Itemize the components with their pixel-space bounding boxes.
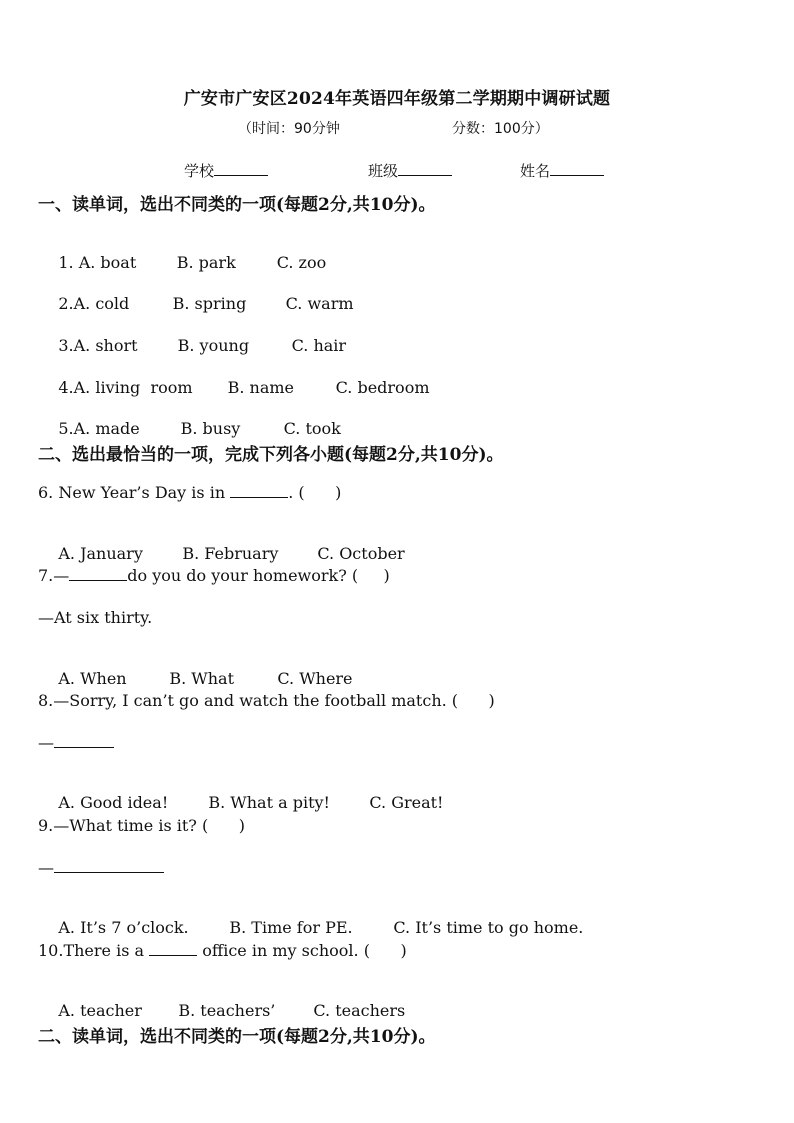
option-c: C. warm [285, 294, 354, 313]
class-blank [398, 161, 452, 176]
option-a: A. made [73, 419, 140, 438]
option-b: B. young [177, 336, 250, 355]
option-c: C. Where [277, 669, 353, 688]
answer-blank [54, 858, 164, 873]
name-field [520, 160, 604, 181]
option-c: C. October [317, 544, 405, 563]
option-c: C. hair [291, 336, 347, 355]
option-a: A. Good idea! [58, 793, 169, 812]
reply-dash: — [38, 733, 54, 752]
page-title: 广安市广安区2024年英语四年级第二学期期中调研试题 [183, 89, 611, 109]
option-b: B. teachers’ [178, 1001, 276, 1020]
option-a: A. short [73, 336, 138, 355]
school-field [184, 160, 268, 181]
stem-text: 6. New Year’s Day is in [38, 483, 231, 502]
stem-text: 7.— [38, 566, 70, 585]
exam-time: （时间：90分钟 [238, 121, 340, 137]
question-number: 2. [58, 294, 74, 313]
answer-blank [149, 941, 197, 956]
stem-text: office in my school. ( ) [197, 941, 407, 960]
option-c: C. teachers [313, 1001, 406, 1020]
option-b: B. park [176, 253, 236, 272]
question-6-stem [38, 483, 341, 502]
section-heading-3: 二、读单词，选出不同类的一项(每题2分,共10分)。 [38, 1027, 436, 1047]
option-c: C. took [283, 419, 341, 438]
question-7-stem [38, 566, 390, 585]
class-field [368, 160, 452, 181]
option-b: B. busy [180, 419, 241, 438]
option-c: C. bedroom [335, 378, 430, 397]
school-label: 学校 [184, 162, 215, 180]
option-a: A. cold [73, 294, 130, 313]
option-a: A. January [58, 544, 143, 563]
question-8-stem: 8.—Sorry, I can’t go and watch the football match. ( ) [38, 691, 495, 710]
option-c: C. It’s time to go home. [393, 918, 584, 937]
option-b: B. spring [172, 294, 247, 313]
question-10-stem [38, 941, 407, 960]
exam-score: 分数：100分） [452, 121, 549, 137]
question-9-stem: 9.—What time is it? ( ) [38, 816, 245, 835]
question-number: 4. [58, 378, 74, 397]
option-b: B. What a pity! [208, 793, 330, 812]
name-label: 姓名 [520, 162, 551, 180]
option-b: B. Time for PE. [229, 918, 353, 937]
question-9-reply [38, 858, 164, 877]
option-b: B. What [169, 669, 234, 688]
question-number: 5. [58, 419, 74, 438]
question-number: 3. [58, 336, 74, 355]
question-7-reply: —At six thirty. [38, 608, 153, 627]
option-a: A. It’s 7 o’clock. [58, 918, 189, 937]
option-a: A. teacher [58, 1001, 142, 1020]
option-c: C. Great! [369, 793, 444, 812]
option-b: B. name [227, 378, 295, 397]
school-blank [214, 161, 268, 176]
question-8-reply [38, 733, 114, 752]
option-c: C. zoo [276, 253, 327, 272]
name-blank [550, 161, 604, 176]
stem-text: do you do your homework? ( ) [127, 566, 390, 585]
section-heading-1: 一、读单词，选出不同类的一项(每题2分,共10分)。 [38, 195, 436, 215]
option-a: A. When [58, 669, 127, 688]
option-a: A. living room [73, 378, 193, 397]
reply-dash: — [38, 858, 54, 877]
answer-blank [230, 483, 288, 498]
answer-blank [54, 733, 114, 748]
answer-blank [69, 566, 127, 581]
option-b: B. February [182, 544, 279, 563]
option-a: A. boat [78, 253, 137, 272]
section-heading-2: 二、选出最恰当的一项，完成下列各小题(每题2分,共10分)。 [38, 445, 504, 465]
question-number: 1. [58, 253, 79, 272]
stem-text: 10.There is a [38, 941, 150, 960]
class-label: 班级 [368, 162, 399, 180]
stem-text: . ( ) [288, 483, 342, 502]
